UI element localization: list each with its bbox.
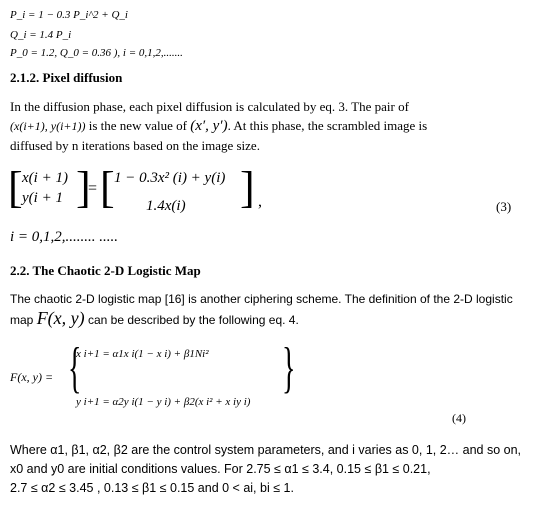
parameters-paragraph (10, 441, 536, 498)
parameters-line-1: Where α1, β1, α2, β2 are the control system parameters, and i varies as 0, 1, 2… and so on, (10, 443, 522, 457)
section-heading-logistic-map: 2.2. The Chaotic 2-D Logistic Map (10, 263, 201, 278)
eq3-right-top: 1 − 0.3x² (i) + y(i) (114, 170, 226, 186)
initial-values-line (10, 47, 183, 59)
pixel-diffusion-paragraph (10, 97, 530, 155)
right-matrix-open-bracket: [ (100, 163, 115, 212)
eq4-right-brace: } (282, 337, 296, 399)
section-heading-pixel-diffusion: 2.1.2. Pixel diffusion (10, 70, 123, 85)
new-value-math: (x′, y′) (190, 118, 228, 134)
equation-p-text: P_i = 1 − 0.3 P_i^2 + Q_i (10, 9, 128, 21)
paragraph-line-3: diffused by n iterations based on the image size. (10, 138, 260, 153)
eq3-left-bottom: y(i + 1 (22, 190, 63, 206)
eq3-left-top: x(i + 1) (22, 170, 68, 186)
parameters-line-3: 2.7 ≤ α2 ≤ 3.45 , 0.13 ≤ β1 ≤ 0.15 and 0 < ai, bi ≤ 1. (10, 481, 294, 495)
eq4-top-line: x i+1 = α1x i(1 − x i) + β1Ni² (76, 348, 209, 360)
logistic-map-function: F(x, y) (36, 308, 85, 328)
logistic-line-2-post: can be described by the following eq. 4. (88, 313, 299, 327)
parameters-line-2: x0 and y0 are initial conditions values. For 2.75 ≤ α1 ≤ 3.4, 0.15 ≤ β1 ≤ 0.21, (10, 462, 431, 476)
logistic-map-paragraph (10, 290, 536, 330)
equals-sign: = (88, 180, 98, 197)
equation-q-line (10, 29, 71, 41)
right-matrix-close-bracket: ] (240, 163, 255, 212)
left-matrix-close-bracket: ] (76, 163, 91, 212)
pair-math: (x(i+1), y(i+1)) (10, 119, 86, 133)
eq4-bottom-line: y i+1 = α2y i(1 − y i) + β2(x i² + x iy i) (76, 396, 251, 408)
paragraph-line-1: In the diffusion phase, each pixel diffusion is calculated by eq. 3. The pair of (10, 99, 409, 114)
eq3-right-bottom: 1.4x(i) (146, 198, 186, 214)
equation-number-3: (3) (496, 199, 512, 214)
logistic-line-1: The chaotic 2-D logistic map [16] is another ciphering scheme. The definition of the 2-D logistic (10, 292, 513, 306)
equation-p-line (10, 9, 128, 21)
logistic-line-2-pre: map (10, 313, 34, 327)
paragraph-line-2 (10, 116, 530, 136)
eq3-comma: , (258, 193, 262, 210)
logistic-line-2 (10, 309, 536, 330)
eq4-left-brace: { (68, 337, 82, 399)
left-matrix-open-bracket: [ (8, 163, 23, 212)
initial-values-text: P_0 = 1.2, Q_0 = 0.36 ), i = 0,1,2,....... (10, 47, 183, 59)
eq3-index-range: i = 0,1,2,........ ..... (10, 229, 119, 245)
paragraph-text-middle: is the new value of (85, 118, 191, 133)
equation-q-text: Q_i = 1.4 P_i (10, 29, 72, 41)
paragraph-text-end: . At this phase, the scrambled image is (227, 118, 428, 133)
equation-number-4: (4) (452, 411, 466, 425)
eq4-lhs: F(x, y) = (10, 370, 54, 384)
